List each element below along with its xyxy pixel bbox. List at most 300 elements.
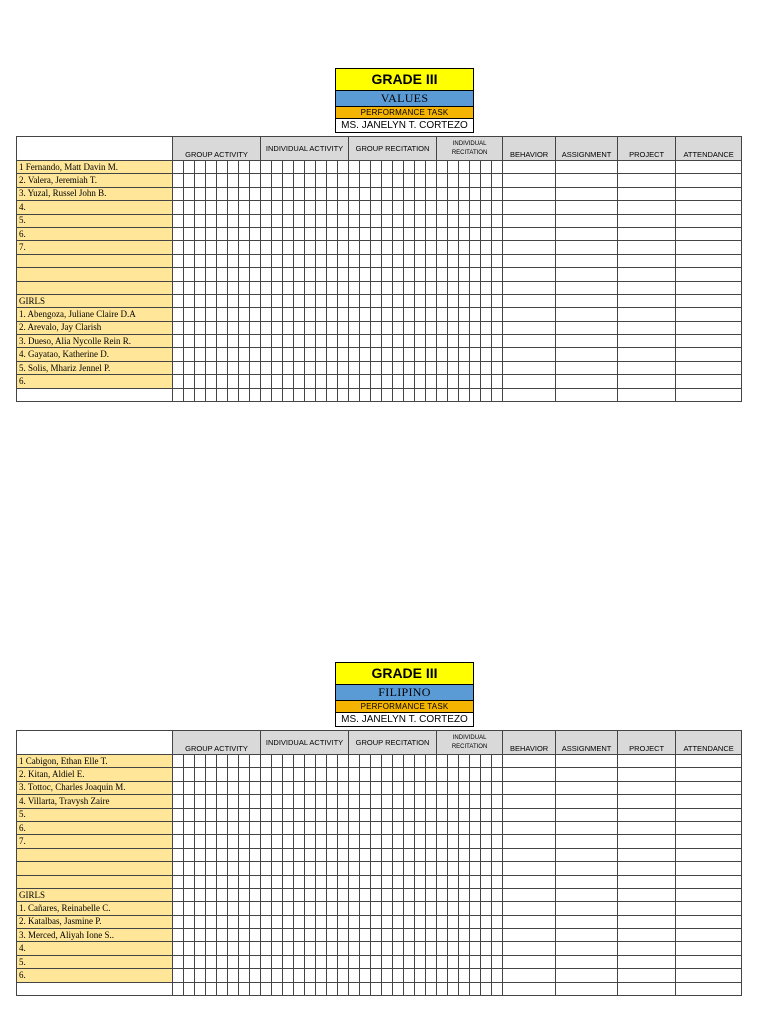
score-cell[interactable] [360,755,371,768]
score-cell[interactable] [272,902,283,915]
score-cell[interactable] [217,955,228,968]
score-cell[interactable] [492,201,503,214]
score-cell[interactable] [492,915,503,928]
score-cell[interactable] [503,281,556,294]
score-cell[interactable] [470,361,481,374]
score-cell[interactable] [173,808,184,821]
student-name-cell[interactable]: 6. [17,227,173,240]
score-cell[interactable] [503,348,556,361]
score-cell[interactable] [448,388,459,401]
score-cell[interactable] [437,294,448,307]
score-cell[interactable] [556,942,618,955]
score-cell[interactable] [206,375,217,388]
score-cell[interactable] [503,929,556,942]
score-cell[interactable] [448,308,459,321]
score-cell[interactable] [228,862,239,875]
score-cell[interactable] [556,268,618,281]
score-cell[interactable] [217,214,228,227]
score-cell[interactable] [481,862,492,875]
score-cell[interactable] [360,214,371,227]
score-cell[interactable] [239,361,250,374]
score-cell[interactable] [261,268,272,281]
score-cell[interactable] [316,161,327,174]
score-cell[interactable] [316,335,327,348]
student-name-cell[interactable]: 4. Villarta, Travysh Zaire [17,795,173,808]
score-cell[interactable] [316,768,327,781]
score-cell[interactable] [305,848,316,861]
score-cell[interactable] [316,361,327,374]
score-cell[interactable] [393,942,404,955]
score-cell[interactable] [437,388,448,401]
score-cell[interactable] [360,348,371,361]
score-cell[interactable] [217,388,228,401]
score-cell[interactable] [459,875,470,888]
score-cell[interactable] [217,862,228,875]
score-cell[interactable] [184,768,195,781]
score-cell[interactable] [470,795,481,808]
score-cell[interactable] [404,361,415,374]
score-cell[interactable] [437,187,448,200]
score-cell[interactable] [470,875,481,888]
score-cell[interactable] [371,254,382,267]
score-cell[interactable] [618,875,676,888]
score-cell[interactable] [272,308,283,321]
score-cell[interactable] [338,781,349,794]
score-cell[interactable] [618,768,676,781]
student-name-cell[interactable]: 3. Dueso, Alia Nycolle Rein R. [17,335,173,348]
score-cell[interactable] [272,227,283,240]
score-cell[interactable] [676,214,742,227]
score-cell[interactable] [195,781,206,794]
score-cell[interactable] [338,955,349,968]
score-cell[interactable] [184,808,195,821]
score-cell[interactable] [206,955,217,968]
score-cell[interactable] [261,808,272,821]
score-cell[interactable] [437,795,448,808]
student-name-cell[interactable]: 4. [17,942,173,955]
score-cell[interactable] [360,768,371,781]
score-cell[interactable] [283,201,294,214]
score-cell[interactable] [437,227,448,240]
student-name-cell[interactable]: 4. [17,201,173,214]
score-cell[interactable] [459,201,470,214]
score-cell[interactable] [228,348,239,361]
score-cell[interactable] [250,875,261,888]
score-cell[interactable] [173,201,184,214]
score-cell[interactable] [503,955,556,968]
score-cell[interactable] [173,848,184,861]
score-cell[interactable] [415,942,426,955]
score-cell[interactable] [305,201,316,214]
score-cell[interactable] [305,308,316,321]
score-cell[interactable] [426,902,437,915]
score-cell[interactable] [371,388,382,401]
score-cell[interactable] [556,321,618,334]
score-cell[interactable] [217,875,228,888]
score-cell[interactable] [459,862,470,875]
score-cell[interactable] [437,821,448,834]
score-cell[interactable] [283,848,294,861]
score-cell[interactable] [437,308,448,321]
score-cell[interactable] [556,795,618,808]
score-cell[interactable] [437,214,448,227]
score-cell[interactable] [206,862,217,875]
score-cell[interactable] [404,308,415,321]
score-cell[interactable] [184,969,195,982]
score-cell[interactable] [184,795,195,808]
score-cell[interactable] [448,161,459,174]
score-cell[interactable] [459,241,470,254]
score-cell[interactable] [239,915,250,928]
score-cell[interactable] [481,308,492,321]
score-cell[interactable] [195,969,206,982]
score-cell[interactable] [492,308,503,321]
score-cell[interactable] [327,335,338,348]
score-cell[interactable] [239,929,250,942]
score-cell[interactable] [294,942,305,955]
score-cell[interactable] [448,281,459,294]
score-cell[interactable] [437,755,448,768]
score-cell[interactable] [459,294,470,307]
score-cell[interactable] [239,955,250,968]
score-cell[interactable] [360,201,371,214]
score-cell[interactable] [272,214,283,227]
score-cell[interactable] [492,942,503,955]
score-cell[interactable] [470,214,481,227]
score-cell[interactable] [360,902,371,915]
score-cell[interactable] [382,835,393,848]
score-cell[interactable] [459,808,470,821]
score-cell[interactable] [283,294,294,307]
score-cell[interactable] [349,214,360,227]
score-cell[interactable] [195,915,206,928]
score-cell[interactable] [195,308,206,321]
score-cell[interactable] [492,955,503,968]
score-cell[interactable] [294,361,305,374]
score-cell[interactable] [294,755,305,768]
score-cell[interactable] [426,388,437,401]
score-cell[interactable] [184,348,195,361]
score-cell[interactable] [338,268,349,281]
score-cell[interactable] [316,241,327,254]
score-cell[interactable] [228,848,239,861]
score-cell[interactable] [404,795,415,808]
score-cell[interactable] [448,768,459,781]
score-cell[interactable] [415,335,426,348]
score-cell[interactable] [294,982,305,995]
score-cell[interactable] [481,969,492,982]
score-cell[interactable] [283,808,294,821]
score-cell[interactable] [404,942,415,955]
score-cell[interactable] [503,268,556,281]
score-cell[interactable] [173,227,184,240]
score-cell[interactable] [261,254,272,267]
score-cell[interactable] [470,755,481,768]
score-cell[interactable] [173,161,184,174]
score-cell[interactable] [492,348,503,361]
student-name-cell[interactable] [17,281,173,294]
score-cell[interactable] [415,755,426,768]
score-cell[interactable] [492,795,503,808]
score-cell[interactable] [173,835,184,848]
score-cell[interactable] [459,174,470,187]
score-cell[interactable] [382,942,393,955]
score-cell[interactable] [261,942,272,955]
score-cell[interactable] [349,361,360,374]
score-cell[interactable] [360,781,371,794]
score-cell[interactable] [382,768,393,781]
score-cell[interactable] [382,227,393,240]
score-cell[interactable] [261,768,272,781]
score-cell[interactable] [676,187,742,200]
score-cell[interactable] [184,835,195,848]
score-cell[interactable] [272,268,283,281]
score-cell[interactable] [618,227,676,240]
score-cell[interactable] [360,161,371,174]
score-cell[interactable] [283,755,294,768]
score-cell[interactable] [316,862,327,875]
score-cell[interactable] [338,821,349,834]
score-cell[interactable] [618,241,676,254]
score-cell[interactable] [618,982,676,995]
score-cell[interactable] [556,848,618,861]
score-cell[interactable] [481,214,492,227]
score-cell[interactable] [448,348,459,361]
score-cell[interactable] [173,862,184,875]
score-cell[interactable] [305,375,316,388]
score-cell[interactable] [371,214,382,227]
score-cell[interactable] [283,308,294,321]
score-cell[interactable] [327,321,338,334]
score-cell[interactable] [459,955,470,968]
score-cell[interactable] [184,388,195,401]
score-cell[interactable] [206,821,217,834]
score-cell[interactable] [338,862,349,875]
score-cell[interactable] [305,348,316,361]
score-cell[interactable] [470,174,481,187]
score-cell[interactable] [556,294,618,307]
score-cell[interactable] [184,227,195,240]
score-cell[interactable] [316,294,327,307]
score-cell[interactable] [217,254,228,267]
score-cell[interactable] [459,227,470,240]
score-cell[interactable] [415,915,426,928]
score-cell[interactable] [426,808,437,821]
score-cell[interactable] [283,281,294,294]
score-cell[interactable] [481,821,492,834]
score-cell[interactable] [338,227,349,240]
score-cell[interactable] [426,982,437,995]
score-cell[interactable] [426,348,437,361]
score-cell[interactable] [327,281,338,294]
score-cell[interactable] [184,201,195,214]
score-cell[interactable] [206,268,217,281]
score-cell[interactable] [316,308,327,321]
score-cell[interactable] [217,187,228,200]
score-cell[interactable] [338,375,349,388]
score-cell[interactable] [371,187,382,200]
score-cell[interactable] [470,321,481,334]
score-cell[interactable] [294,808,305,821]
student-name-cell[interactable]: 4. Gayatao, Katherine D. [17,348,173,361]
score-cell[interactable] [448,254,459,267]
score-cell[interactable] [228,214,239,227]
student-name-cell[interactable]: 6. [17,969,173,982]
score-cell[interactable] [272,361,283,374]
score-cell[interactable] [556,348,618,361]
score-cell[interactable] [470,969,481,982]
score-cell[interactable] [217,942,228,955]
score-cell[interactable] [470,821,481,834]
score-cell[interactable] [239,942,250,955]
score-cell[interactable] [261,308,272,321]
score-cell[interactable] [393,795,404,808]
score-cell[interactable] [382,361,393,374]
score-cell[interactable] [492,227,503,240]
score-cell[interactable] [338,201,349,214]
score-cell[interactable] [261,375,272,388]
score-cell[interactable] [448,321,459,334]
score-cell[interactable] [426,835,437,848]
score-cell[interactable] [305,321,316,334]
score-cell[interactable] [404,835,415,848]
score-cell[interactable] [470,888,481,901]
score-cell[interactable] [382,388,393,401]
score-cell[interactable] [239,781,250,794]
score-cell[interactable] [173,281,184,294]
score-cell[interactable] [426,768,437,781]
score-cell[interactable] [556,254,618,267]
score-cell[interactable] [261,201,272,214]
score-cell[interactable] [382,955,393,968]
score-cell[interactable] [338,281,349,294]
score-cell[interactable] [437,361,448,374]
score-cell[interactable] [676,375,742,388]
student-name-cell[interactable]: 2. Valera, Jeremiah T. [17,174,173,187]
score-cell[interactable] [404,227,415,240]
score-cell[interactable] [481,795,492,808]
score-cell[interactable] [556,969,618,982]
score-cell[interactable] [327,888,338,901]
score-cell[interactable] [459,902,470,915]
score-cell[interactable] [283,335,294,348]
score-cell[interactable] [228,875,239,888]
score-cell[interactable] [316,201,327,214]
score-cell[interactable] [676,915,742,928]
score-cell[interactable] [481,781,492,794]
score-cell[interactable] [437,875,448,888]
score-cell[interactable] [217,294,228,307]
score-cell[interactable] [349,375,360,388]
score-cell[interactable] [393,915,404,928]
score-cell[interactable] [503,902,556,915]
score-cell[interactable] [184,955,195,968]
score-cell[interactable] [448,942,459,955]
score-cell[interactable] [459,942,470,955]
score-cell[interactable] [470,808,481,821]
score-cell[interactable] [503,294,556,307]
score-cell[interactable] [371,781,382,794]
student-name-cell[interactable] [17,862,173,875]
student-name-cell[interactable]: 5. [17,808,173,821]
score-cell[interactable] [492,848,503,861]
score-cell[interactable] [404,375,415,388]
score-cell[interactable] [470,281,481,294]
score-cell[interactable] [250,227,261,240]
score-cell[interactable] [261,835,272,848]
score-cell[interactable] [206,808,217,821]
score-cell[interactable] [382,281,393,294]
score-cell[interactable] [316,888,327,901]
score-cell[interactable] [618,781,676,794]
score-cell[interactable] [393,294,404,307]
score-cell[interactable] [404,781,415,794]
score-cell[interactable] [327,969,338,982]
score-cell[interactable] [228,294,239,307]
score-cell[interactable] [349,982,360,995]
score-cell[interactable] [294,969,305,982]
score-cell[interactable] [393,308,404,321]
score-cell[interactable] [228,281,239,294]
score-cell[interactable] [503,174,556,187]
score-cell[interactable] [448,268,459,281]
score-cell[interactable] [228,821,239,834]
score-cell[interactable] [676,281,742,294]
score-cell[interactable] [618,214,676,227]
score-cell[interactable] [206,835,217,848]
score-cell[interactable] [206,308,217,321]
score-cell[interactable] [338,308,349,321]
score-cell[interactable] [371,361,382,374]
score-cell[interactable] [415,201,426,214]
score-cell[interactable] [316,281,327,294]
score-cell[interactable] [316,902,327,915]
score-cell[interactable] [217,321,228,334]
score-cell[interactable] [349,888,360,901]
score-cell[interactable] [492,241,503,254]
score-cell[interactable] [503,321,556,334]
score-cell[interactable] [415,214,426,227]
score-cell[interactable] [360,281,371,294]
score-cell[interactable] [459,781,470,794]
score-cell[interactable] [556,875,618,888]
score-cell[interactable] [239,308,250,321]
score-cell[interactable] [371,161,382,174]
score-cell[interactable] [393,875,404,888]
score-cell[interactable] [371,982,382,995]
score-cell[interactable] [294,795,305,808]
score-cell[interactable] [327,254,338,267]
score-cell[interactable] [371,862,382,875]
score-cell[interactable] [316,821,327,834]
score-cell[interactable] [228,808,239,821]
score-cell[interactable] [195,321,206,334]
score-cell[interactable] [556,768,618,781]
score-cell[interactable] [349,768,360,781]
score-cell[interactable] [481,348,492,361]
score-cell[interactable] [206,388,217,401]
score-cell[interactable] [556,187,618,200]
score-cell[interactable] [415,375,426,388]
score-cell[interactable] [305,888,316,901]
score-cell[interactable] [556,161,618,174]
score-cell[interactable] [437,862,448,875]
score-cell[interactable] [556,755,618,768]
score-cell[interactable] [272,848,283,861]
score-cell[interactable] [448,361,459,374]
score-cell[interactable] [228,375,239,388]
score-cell[interactable] [393,388,404,401]
